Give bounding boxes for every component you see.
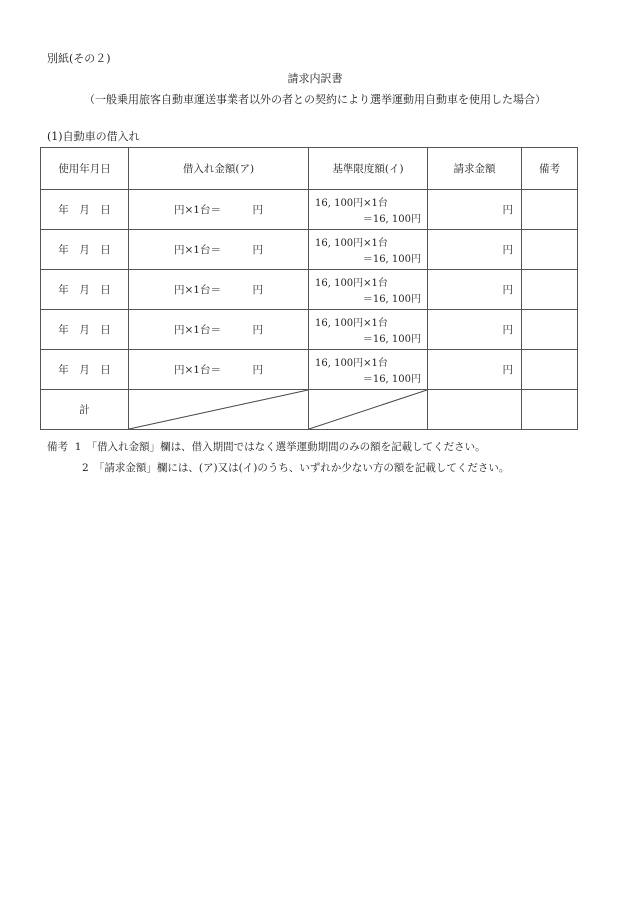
header-remarks: 備考 — [522, 148, 578, 190]
annex-label: 別紙(その２) — [47, 52, 111, 65]
std-line1: 16, 100円×1台 — [315, 318, 388, 329]
header-date: 使用年月日 — [41, 148, 129, 190]
total-claim-cell[interactable] — [428, 390, 522, 430]
claim-amount-cell[interactable]: 円 — [428, 310, 522, 350]
std-line2: ＝16, 100円 — [362, 334, 421, 345]
date-cell[interactable]: 年 月 日 — [41, 270, 129, 310]
breakdown-table — [40, 147, 578, 430]
note-1 — [47, 439, 486, 454]
standard-limit-cell — [309, 310, 428, 350]
table-row — [41, 350, 578, 390]
table-row — [41, 190, 578, 230]
standard-limit-cell — [309, 270, 428, 310]
std-line1: 16, 100円×1台 — [315, 198, 388, 209]
borrow-amount-cell[interactable]: 円×1台＝ 円 — [129, 270, 309, 310]
header-borrow-amount: 借入れ金額(ア) — [129, 148, 309, 190]
standard-limit-cell — [309, 230, 428, 270]
std-line1: 16, 100円×1台 — [315, 358, 388, 369]
remarks-cell[interactable] — [522, 230, 578, 270]
std-line1: 16, 100円×1台 — [315, 278, 388, 289]
table-header-row — [41, 148, 578, 190]
note-text: 1 「借入れ金額」欄は、借入期間ではなく選挙運動期間のみの額を記載してください。 — [74, 441, 486, 453]
diagonal-strike — [309, 390, 427, 429]
note-text: 2 「請求金額」欄には、(ア)又は(イ)のうち、いずれか少ない方の額を記載してください。 — [82, 462, 510, 474]
diagonal-strike — [129, 390, 308, 429]
date-cell[interactable]: 年 月 日 — [41, 190, 129, 230]
borrow-amount-cell[interactable]: 円×1台＝ 円 — [129, 350, 309, 390]
standard-limit-cell — [309, 350, 428, 390]
table-row — [41, 310, 578, 350]
total-row — [41, 390, 578, 430]
date-cell[interactable]: 年 月 日 — [41, 350, 129, 390]
claim-amount-cell[interactable]: 円 — [428, 270, 522, 310]
total-remarks-cell[interactable] — [522, 390, 578, 430]
borrow-amount-cell[interactable]: 円×1台＝ 円 — [129, 310, 309, 350]
notes-label: 備考 — [47, 441, 68, 453]
section-heading: (1)自動車の借入れ — [47, 130, 140, 143]
total-borrow-crossed — [129, 390, 309, 430]
borrow-amount-cell[interactable]: 円×1台＝ 円 — [129, 230, 309, 270]
table-row — [41, 270, 578, 310]
claim-amount-cell[interactable]: 円 — [428, 190, 522, 230]
claim-amount-cell[interactable]: 円 — [428, 350, 522, 390]
std-line1: 16, 100円×1台 — [315, 238, 388, 249]
remarks-cell[interactable] — [522, 190, 578, 230]
header-claim-amount: 請求金額 — [428, 148, 522, 190]
std-line2: ＝16, 100円 — [362, 214, 421, 225]
std-line2: ＝16, 100円 — [362, 294, 421, 305]
total-standard-crossed — [309, 390, 428, 430]
table-row — [41, 230, 578, 270]
standard-limit-cell — [309, 190, 428, 230]
document-subtitle: （一般乗用旅客自動車運送事業者以外の者との契約により選挙運動用自動車を使用した場合） — [84, 93, 546, 106]
std-line2: ＝16, 100円 — [362, 374, 421, 385]
remarks-cell[interactable] — [522, 310, 578, 350]
remarks-cell[interactable] — [522, 270, 578, 310]
date-cell[interactable]: 年 月 日 — [41, 230, 129, 270]
borrow-amount-cell[interactable]: 円×1台＝ 円 — [129, 190, 309, 230]
header-standard-limit: 基準限度額(イ) — [309, 148, 428, 190]
claim-amount-cell[interactable]: 円 — [428, 230, 522, 270]
remarks-cell[interactable] — [522, 350, 578, 390]
total-label: 計 — [41, 390, 129, 430]
std-line2: ＝16, 100円 — [362, 254, 421, 265]
document-title: 請求内訳書 — [287, 72, 343, 85]
date-cell[interactable]: 年 月 日 — [41, 310, 129, 350]
note-2 — [82, 460, 509, 475]
